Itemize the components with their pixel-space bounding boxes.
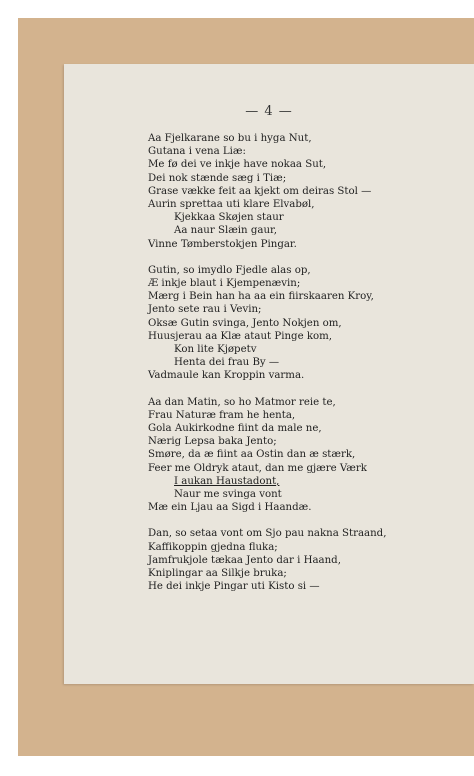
poem-line: Aa dan Matin, so ho Matmor reie te, bbox=[148, 396, 336, 408]
poem-line: Grase vække feit aa kjekt om deiras Stol — bbox=[148, 185, 372, 197]
poem-line: Naur me svinga vont bbox=[174, 489, 282, 501]
poem-line: I aukan Haustadont, bbox=[174, 475, 280, 487]
poem-line: He dei inkje Pingar uti Kisto si — bbox=[148, 581, 320, 593]
poem-line: Frau Naturæ fram he henta, bbox=[148, 409, 296, 421]
stanza-4 bbox=[148, 527, 470, 593]
stanza-3 bbox=[148, 396, 470, 515]
poem-line: Gola Aukirkodne fiint da male ne, bbox=[148, 423, 322, 435]
poem-line: Aa Fjelkarane so bu i hyga Nut, bbox=[148, 133, 312, 144]
poem-line: Æ inkje blaut i Kjempenævin; bbox=[148, 278, 301, 290]
poem-line: Kjekkaa Skøjen staur bbox=[174, 212, 284, 224]
poem-line: Kaffikoppin gjedna fluka; bbox=[148, 541, 278, 553]
poem-line: Kniplingar aa Silkje bruka; bbox=[148, 568, 287, 580]
poem-line: Vadmaule kan Kroppin varma. bbox=[148, 370, 305, 382]
document-page bbox=[64, 64, 474, 684]
poem-text bbox=[148, 132, 470, 594]
poem-line: Kon lite Kjøpetv bbox=[174, 344, 257, 356]
stanza-1 bbox=[148, 132, 470, 251]
poem-line: Henta dei frau By — bbox=[174, 357, 280, 369]
poem-line: Aurin sprettaa uti klare Elvabøl, bbox=[148, 199, 315, 211]
poem-line: Me fø dei ve inkje have nokaa Sut, bbox=[148, 159, 327, 171]
poem-line: Mærg i Bein han ha aa ein fiirskaaren Kroy, bbox=[148, 291, 374, 303]
poem-line: Gutana i vena Liæ: bbox=[148, 146, 246, 158]
poem-line: Oksæ Gutin svinga, Jento Nokjen om, bbox=[148, 317, 342, 329]
poem-line: Gutin, so imydlo Fjedle alas op, bbox=[148, 264, 311, 276]
poem-line: Jento sete rau i Vevin; bbox=[148, 304, 262, 316]
stanza-2 bbox=[148, 264, 470, 383]
page-number: — 4 — bbox=[245, 104, 293, 119]
poem-line: Jamfrukjole tækaa Jento dar i Haand, bbox=[148, 554, 341, 566]
poem-line: Dan, so setaa vont om Sjo pau nakna Straand, bbox=[148, 528, 387, 540]
poem-line: Mæ ein Ljau aa Sigd i Haandæ. bbox=[148, 502, 312, 514]
poem-line: Feer me Oldryk ataut, dan me gjære Værk bbox=[148, 462, 367, 474]
poem-line: Dei nok stænde sæg i Tiæ; bbox=[148, 172, 287, 184]
poem-line: Vinne Tømberstokjen Pingar. bbox=[148, 238, 297, 250]
poem-line: Aa naur Slæin gaur, bbox=[174, 225, 277, 237]
poem-line: Nærig Lepsa baka Jento; bbox=[148, 436, 277, 448]
poem-line: Smøre, da æ fiint aa Ostin dan æ stærk, bbox=[148, 449, 356, 461]
poem-line: Huusjerau aa Klæ ataut Pinge kom, bbox=[148, 330, 333, 342]
